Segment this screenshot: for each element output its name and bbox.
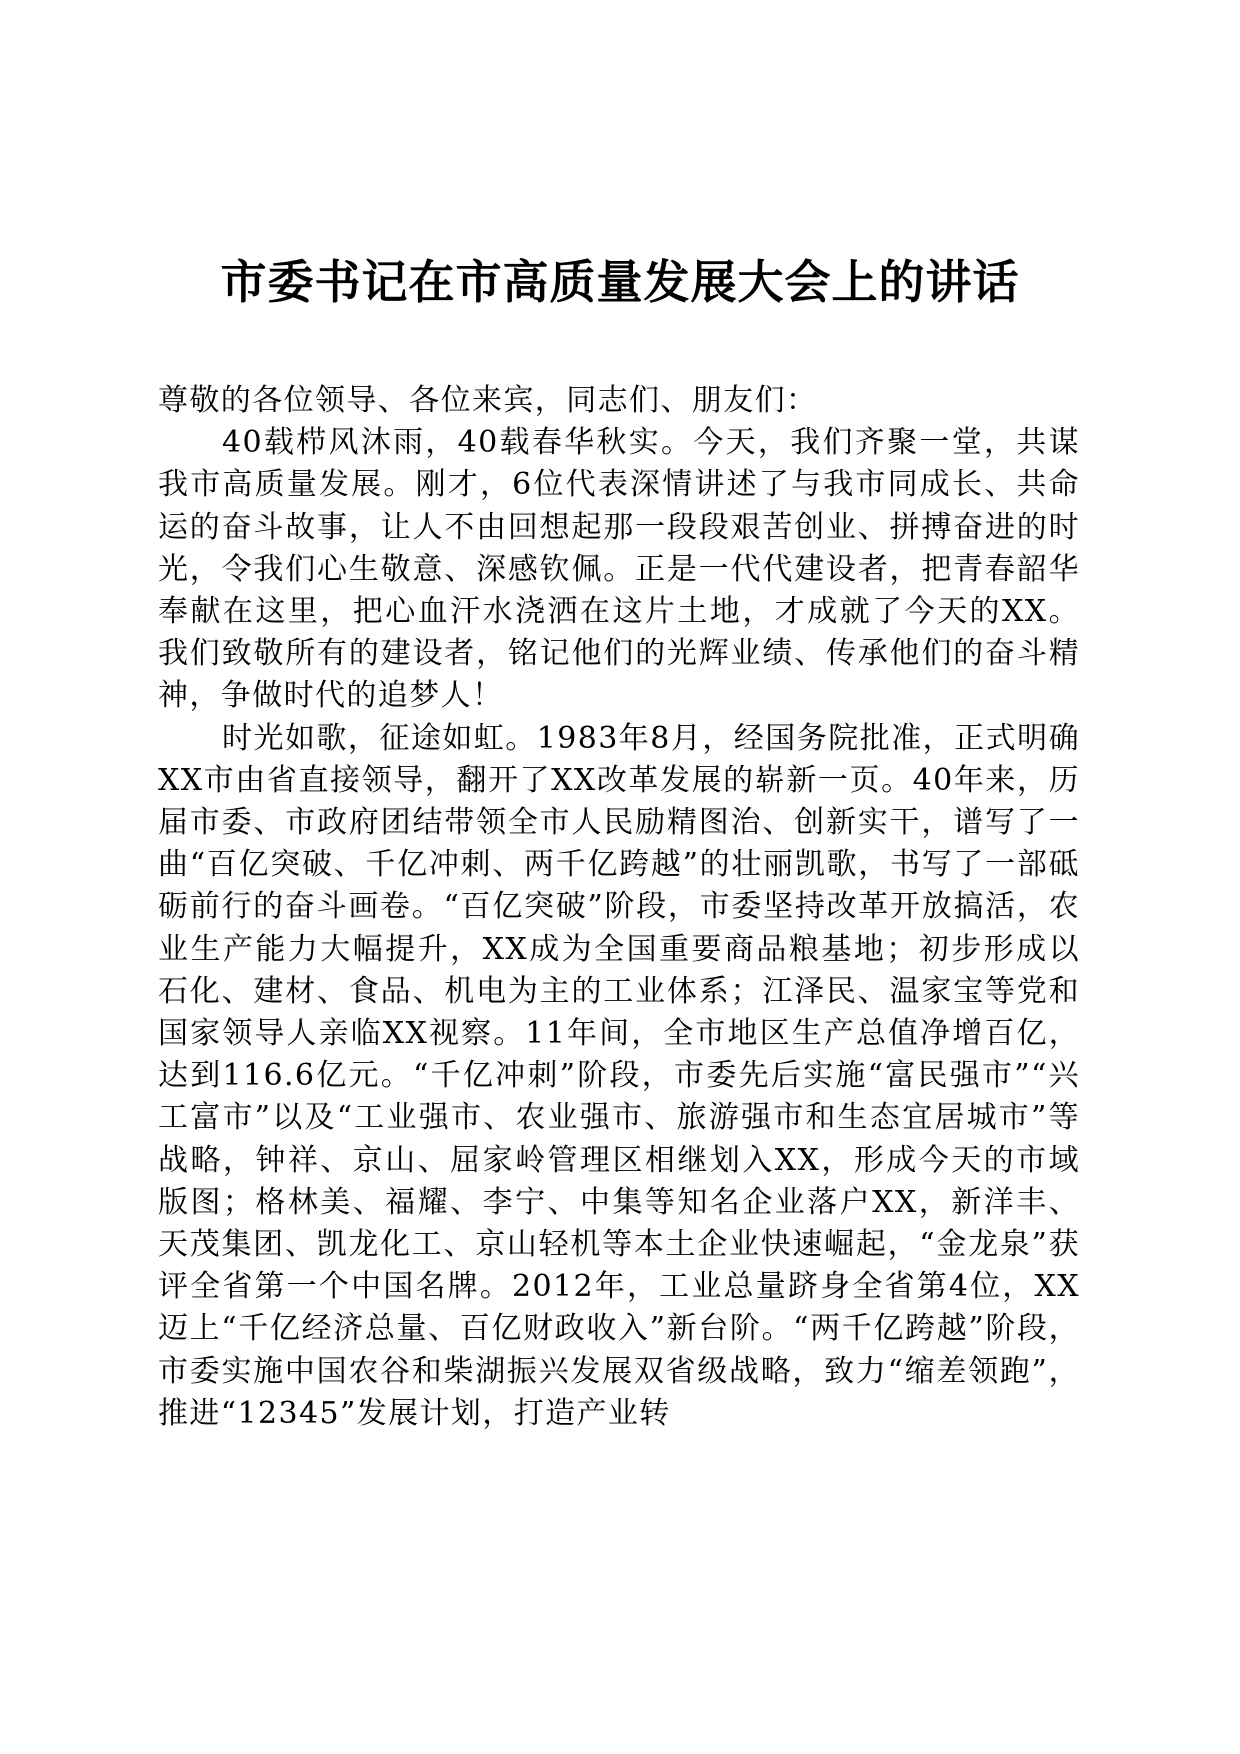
salutation: 尊敬的各位领导、各位来宾，同志们、朋友们：	[158, 383, 818, 418]
paragraph-1: 40载栉风沐雨，40载春华秋实。今天，我们齐聚一堂，共谋我市高质量发展。刚才，6位代表深情讲述了与我市同成长、共命运的奋斗故事，让人不由回想起那一段段艰苦创业、拼搏奋进的时光，令我们心生敬意、深感钦佩。正是一代代建设者，把青春韶华奉献在这里，把心血汗水浇洒在这片土地，才成就了今天的XX。我们致敬所有的建设者，铭记他们的光辉业绩、传承他们的奋斗精神，争做时代的追梦人！	[158, 425, 1080, 714]
paragraph-2: 时光如歌，征途如虹。1983年8月，经国务院批准，正式明确XX市由省直接领导，翻开了XX改革发展的崭新一页。40年来，历届市委、市政府团结带领全市人民励精图治、创新实干，谱写了一曲“百亿突破、千亿冲刺、两千亿跨越”的壮丽凯歌，书写了一部砥砺前行的奋斗画卷。“百亿突破”阶段，市委坚持改革开放搞活，农业生产能力大幅提升，XX成为全国重要商品粮基地；初步形成以石化、建材、食品、机电为主的工业体系；江泽民、温家宝等党和国家领导人亲临XX视察。11年间，全市地区生产总值净增百亿，达到116.6亿元。“千亿冲刺”阶段，市委先后实施“富民强市”“兴工富市”以及“工业强市、农业强市、旅游强市和生态宜居城市”等战略，钟祥、京山、屈家岭管理区相继划入XX，形成今天的市域版图；格林美、福耀、李宁、中集等知名企业落户XX，新洋丰、天茂集团、凯龙化工、京山轻机等本土企业快速崛起，“金龙泉”获评全省第一个中国名牌。2012年，工业总量跻身全省第4位，XX迈上“千亿经济总量、百亿财政收入”新台阶。“两千亿跨越”阶段，市委实施中国农谷和柴湖振兴发展双省级战略，致力“缩差领跑”，推进“12345”发展计划，打造产业转	[158, 720, 1080, 1431]
document-body	[158, 380, 1080, 1435]
document-title: 市委书记在市高质量发展大会上的讲话	[220, 255, 1020, 309]
